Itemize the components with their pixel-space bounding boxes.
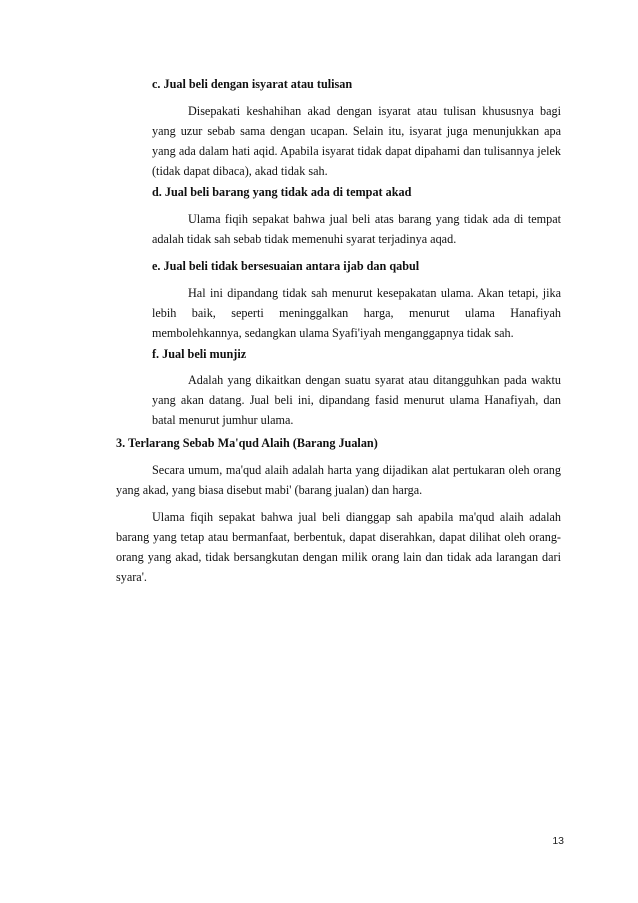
- heading-f: f. Jual beli munjiz: [152, 347, 247, 361]
- heading-section-3: 3. Terlarang Sebab Ma'qud Alaih (Barang Jualan): [116, 436, 378, 450]
- paragraph-e: Hal ini dipandang tidak sah menurut kesepakatan ulama. Akan tetapi, jika lebih baik, seperti meninggalkan harga, menurut ulama Hanafiyah membolehkannya, sedangkan ulama Syafi'iyah menganggapnya tidak sah.: [152, 286, 561, 340]
- paragraph-f: Adalah yang dikaitkan dengan suatu syarat atau ditangguhkan pada waktu yang akan datang. Jual beli ini, dipandang fasid menurut ulama Hanafiyah, dan batal menurut jumhur ulama.: [152, 373, 561, 427]
- page-number: 13: [552, 835, 564, 847]
- heading-d: d. Jual beli barang yang tidak ada di tempat akad: [152, 185, 412, 199]
- paragraph-c: Disepakati keshahihan akad dengan isyarat atau tulisan khususnya bagi yang uzur sebab sama dengan ucapan. Selain itu, isyarat juga menunjukkan apa yang ada dalam hati aqid. Apabila isyarat tidak dapat dipahami dan tulisannya jelek (tidak dapat dibaca), akad tidak sah.: [152, 104, 561, 178]
- heading-e: e. Jual beli tidak bersesuaian antara ijab dan qabul: [152, 259, 420, 273]
- paragraph-section-3-2: Ulama fiqih sepakat bahwa jual beli dianggap sah apabila ma'qud alaih adalah barang yang tetap atau bermanfaat, berbentuk, dapat diserahkan, dapat dilihat oleh orang-orang yang akad, tidak bersangkutan dengan milik orang lain dan tidak ada larangan dari syara'.: [116, 510, 561, 584]
- heading-c: c. Jual beli dengan isyarat atau tulisan: [152, 77, 353, 91]
- paragraph-d: Ulama fiqih sepakat bahwa jual beli atas barang yang tidak ada di tempat adalah tidak sah sebab tidak memenuhi syarat terjadinya aqad.: [152, 212, 561, 246]
- paragraph-section-3-1: Secara umum, ma'qud alaih adalah harta yang dijadikan alat pertukaran oleh orang yang akad, yang biasa disebut mabi' (barang jualan) dan harga.: [116, 463, 561, 497]
